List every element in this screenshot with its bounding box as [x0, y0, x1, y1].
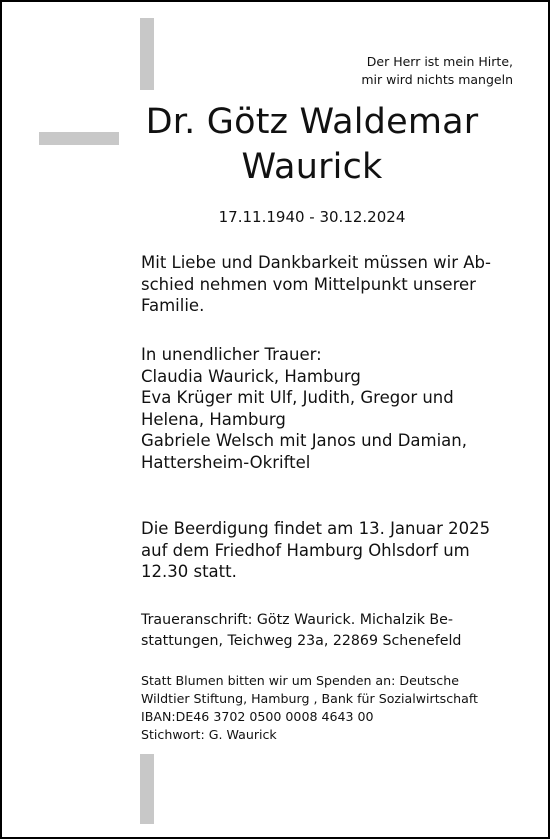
mourners-list [141, 344, 521, 473]
address-line: Traueranschrift: Götz Waurick. Michalzik Be- [141, 612, 454, 628]
donation-line: Stichwort: G. Waurick [141, 727, 277, 742]
donation-line: IBAN:DE46 3702 0500 0008 4643 00 [141, 709, 374, 724]
address-line: stattungen, Teichweg 23a, 22869 Schenefeld [141, 633, 462, 649]
name-line: Dr. Götz Waldemar [145, 102, 479, 142]
name-line: Waurick [241, 147, 383, 187]
mourners-line: In unendlicher Trauer: [141, 345, 322, 364]
mourners-line: Claudia Waurick, Hamburg [141, 366, 361, 386]
intro-text [141, 252, 521, 317]
decorative-cross-bottom-bar [140, 754, 154, 824]
donation-line: Statt Blumen bitten wir um Spenden an: Deutsche [141, 673, 459, 688]
funeral-info [141, 518, 521, 583]
motto-line: Der Herr ist mein Hirte, [366, 54, 513, 69]
mourners-line: Eva Krüger mit Ulf, Judith, Gregor und [141, 388, 454, 407]
mourners-line: Helena, Hamburg [141, 409, 286, 429]
intro-line: Mit Liebe und Dankbarkeit müssen wir Ab- [141, 253, 491, 272]
mourners-line: Gabriele Welsch mit Janos und Damian, [141, 431, 467, 450]
life-dates: 17.11.1940 - 30.12.2024 [218, 208, 406, 226]
mourners-line: Hattersheim-Okriftel [141, 452, 311, 472]
donation-line: Wildtier Stiftung, Hamburg , Bank für Sozialwirtschaft [141, 691, 478, 706]
deceased-name [102, 100, 522, 190]
intro-line: Familie. [141, 296, 205, 315]
funeral-line: Die Beerdigung findet am 13. Januar 2025 [141, 519, 491, 538]
funeral-line: auf dem Friedhof Hamburg Ohlsdorf um [141, 540, 470, 560]
decorative-cross-top-bar [140, 18, 154, 90]
intro-line: schied nehmen vom Mittelpunkt unserer [141, 274, 476, 294]
funeral-line: 12.30 statt. [141, 562, 237, 581]
donation-info [141, 672, 536, 744]
bible-motto [361, 53, 513, 89]
mourning-address [141, 610, 531, 652]
motto-line: mir wird nichts mangeln [361, 72, 513, 87]
